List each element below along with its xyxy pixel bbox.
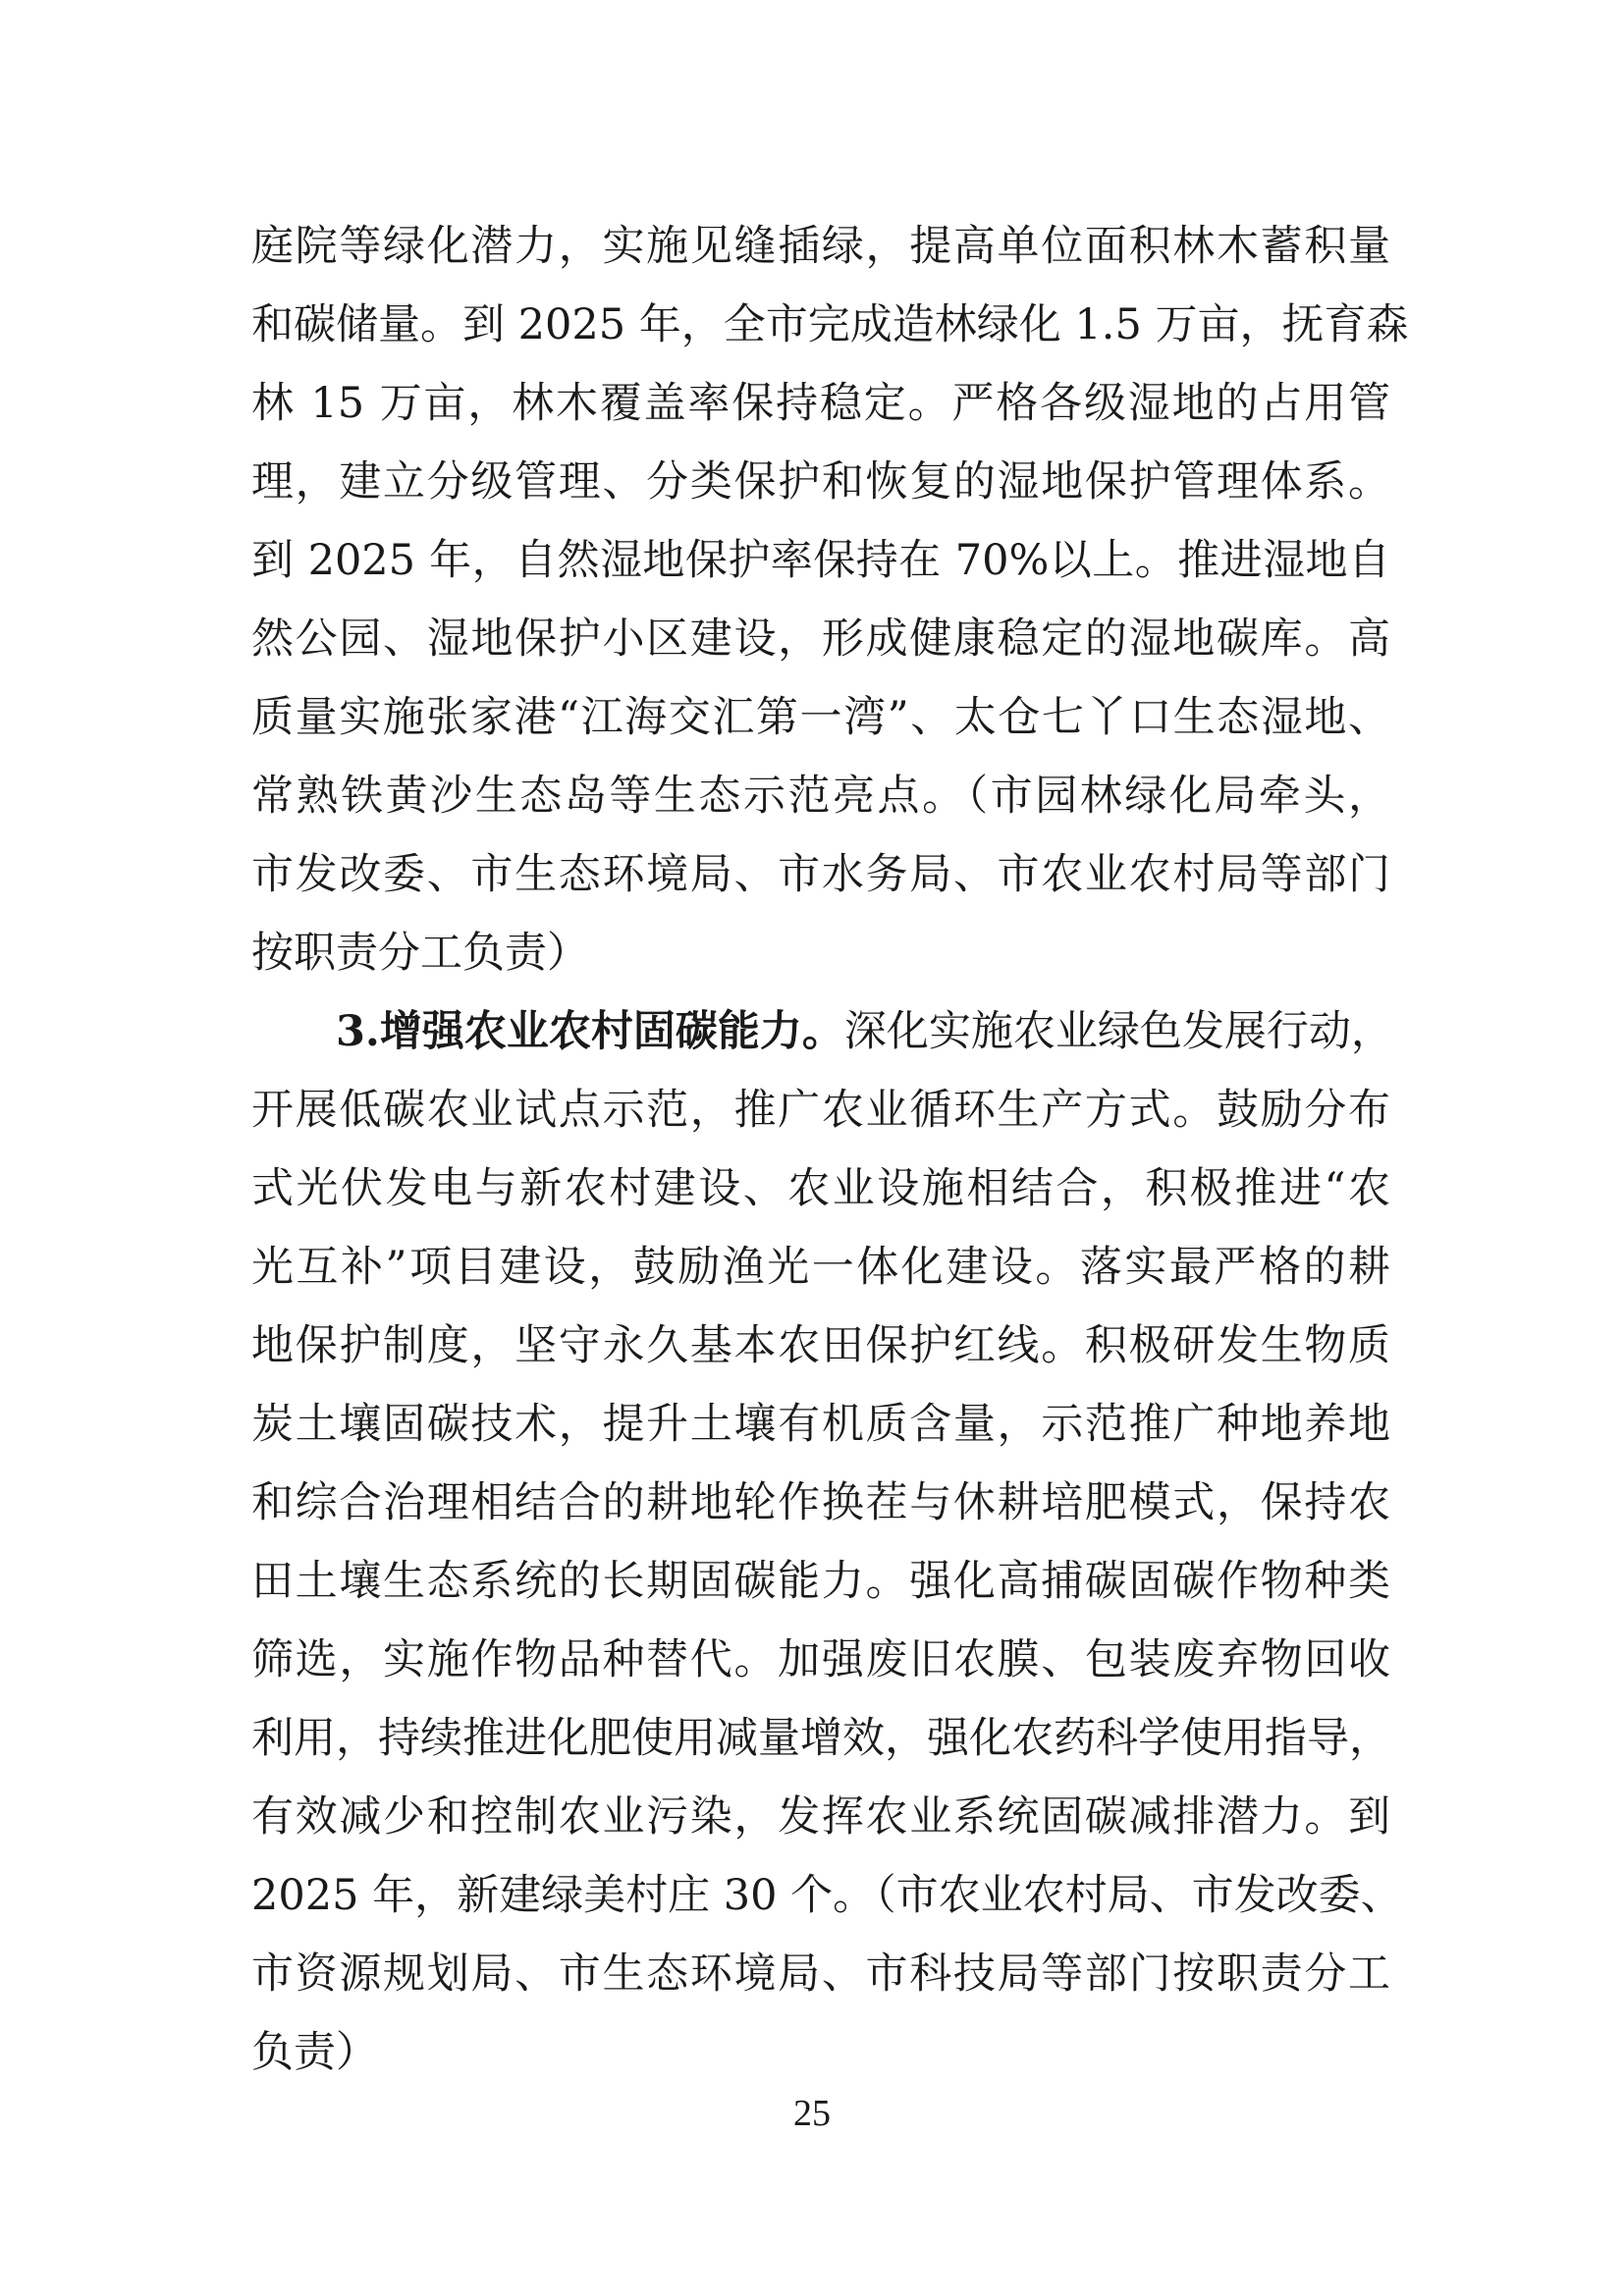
paragraph-2-line-3: 式光伏发电与新农村建设、农业设施相结合，积极推进“农 [251,1164,1390,1213]
section-heading: 3.增强农业农村固碳能力。 [336,1007,844,1056]
paragraph-2-line-1 [336,992,1393,1071]
paragraph-1-line-10: 按职责分工负责） [251,929,589,978]
paragraph-2-line-5: 地保护制度，坚守永久基本农田保护红线。积极研发生物质 [251,1321,1390,1370]
paragraph-2-line-11: 有效减少和控制农业污染，发挥农业系统固碳减排潜力。到 [251,1792,1390,1842]
paragraph-2-line-7: 和综合治理相结合的耕地轮作换茬与休耕培肥模式，保持农 [251,1478,1390,1527]
paragraph-1-line-3: 林 15 万亩，林木覆盖率保持稳定。严格各级湿地的占用管 [251,379,1390,428]
paragraph-1-line-5: 到 2025 年，自然湿地保护率保持在 70%以上。推进湿地自 [251,536,1390,585]
paragraph-1-line-6: 然公园、湿地保护小区建设，形成健康稳定的湿地碳库。高 [251,614,1390,664]
paragraph-2-line-13: 市资源规划局、市生态环境局、市科技局等部门按职责分工 [251,1949,1390,1999]
paragraph-2-line-4: 光互补”项目建设，鼓励渔光一体化建设。落实最严格的耕 [251,1243,1390,1292]
paragraph-1-line-2: 和碳储量。到 2025 年，全市完成造林绿化 1.5 万亩，抚育森 [251,300,1409,349]
paragraph-1-line-8: 常熟铁黄沙生态岛等生态示范亮点。（市园林绿化局牵头， [251,772,1390,821]
paragraph-2-line-14: 负责） [251,2028,378,2077]
paragraph-1-line-9: 市发改委、市生态环境局、市水务局、市农业农村局等部门 [251,850,1390,899]
page-number: 25 [793,2093,831,2134]
paragraph-2-line-12: 2025 年，新建绿美村庄 30 个。（市农业农村局、市发改委、 [251,1871,1403,1920]
paragraph-2-line-1-rest: 深化实施农业绿色发展行动， [843,1007,1393,1056]
paragraph-1-line-7: 质量实施张家港“江海交汇第一湾”、太仓七丫口生态湿地、 [251,693,1390,742]
paragraph-2-line-2: 开展低碳农业试点示范，推广农业循环生产方式。鼓励分布 [251,1086,1390,1135]
paragraph-2-line-10: 利用，持续推进化肥使用减量增效，强化农药科学使用指导， [251,1714,1391,1763]
paragraph-2-line-9: 筛选，实施作物品种替代。加强废旧农膜、包装废弃物回收 [251,1635,1390,1684]
paragraph-1-line-1: 庭院等绿化潜力，实施见缝插绿，提高单位面积林木蓄积量 [251,222,1390,271]
paragraph-2-line-8: 田土壤生态系统的长期固碳能力。强化高捕碳固碳作物种类 [251,1557,1390,1606]
paragraph-2-line-6: 炭土壤固碳技术，提升土壤有机质含量，示范推广种地养地 [251,1400,1390,1449]
paragraph-1-line-4: 理，建立分级管理、分类保护和恢复的湿地保护管理体系。 [251,457,1390,507]
